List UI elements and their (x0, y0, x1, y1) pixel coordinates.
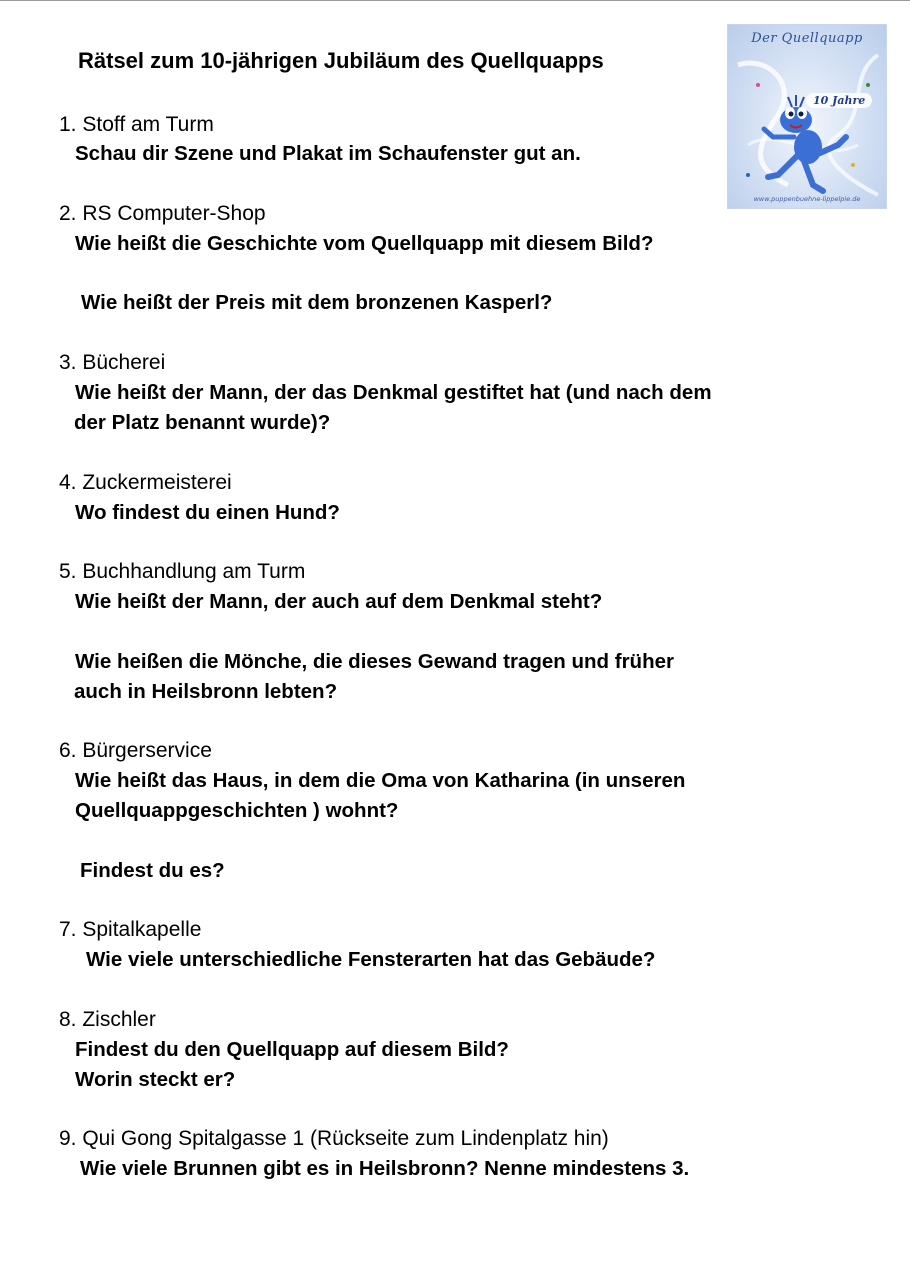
question-text: Wie heißt die Geschichte vom Quellquapp mit diesem Bild? (75, 232, 654, 255)
page-title: Rätsel zum 10-jährigen Jubiläum des Quellquapps (78, 48, 604, 73)
logo-years-label: 10 Jahre (806, 93, 872, 108)
frog-illustration-icon (728, 25, 886, 208)
top-border-line (0, 0, 910, 1)
station-heading: 5. Buchhandlung am Turm (59, 560, 306, 583)
question-text: Schau dir Szene und Plakat im Schaufenster gut an. (75, 142, 581, 165)
station-heading: 6. Bürgerservice (59, 739, 212, 762)
question-text: Findest du es? (80, 859, 225, 882)
station-heading: 9. Qui Gong Spitalgasse 1 (Rückseite zum Lindenplatz hin) (59, 1127, 609, 1150)
question-text: Wie heißt das Haus, in dem die Oma von Katharina (in unseren (75, 769, 686, 792)
question-text: Wie viele Brunnen gibt es in Heilsbronn? Nenne mindestens 3. (80, 1157, 690, 1180)
station-heading: 3. Bücherei (59, 351, 166, 374)
question-text: auch in Heilsbronn lebten? (74, 680, 338, 703)
question-text: Worin steckt er? (75, 1068, 236, 1091)
question-text: Wie heißt der Mann, der auch auf dem Denkmal steht? (75, 590, 603, 613)
question-text: Wo findest du einen Hund? (75, 501, 340, 524)
logo-url: www.puppenbuehne-lippelpie.de (753, 195, 861, 203)
station-heading: 8. Zischler (59, 1008, 156, 1031)
question-text: Wie heißt der Mann, der das Denkmal gestiftet hat (und nach dem (75, 381, 712, 404)
question-text: der Platz benannt wurde)? (74, 411, 331, 434)
quellquapp-logo (727, 24, 887, 209)
station-heading: 7. Spitalkapelle (59, 918, 202, 941)
question-text: Findest du den Quellquapp auf diesem Bild? (75, 1038, 509, 1061)
logo-title: Der Quellquapp (751, 31, 863, 46)
station-heading: 1. Stoff am Turm (59, 113, 214, 136)
station-heading: 2. RS Computer-Shop (59, 202, 266, 225)
question-text: Wie heißen die Mönche, die dieses Gewand tragen und früher (75, 650, 674, 673)
station-heading: 4. Zuckermeisterei (59, 471, 232, 494)
question-text: Quellquappgeschichten ) wohnt? (75, 799, 399, 822)
question-text: Wie viele unterschiedliche Fensterarten hat das Gebäude? (86, 948, 656, 971)
question-text: Wie heißt der Preis mit dem bronzenen Kasperl? (81, 291, 553, 314)
